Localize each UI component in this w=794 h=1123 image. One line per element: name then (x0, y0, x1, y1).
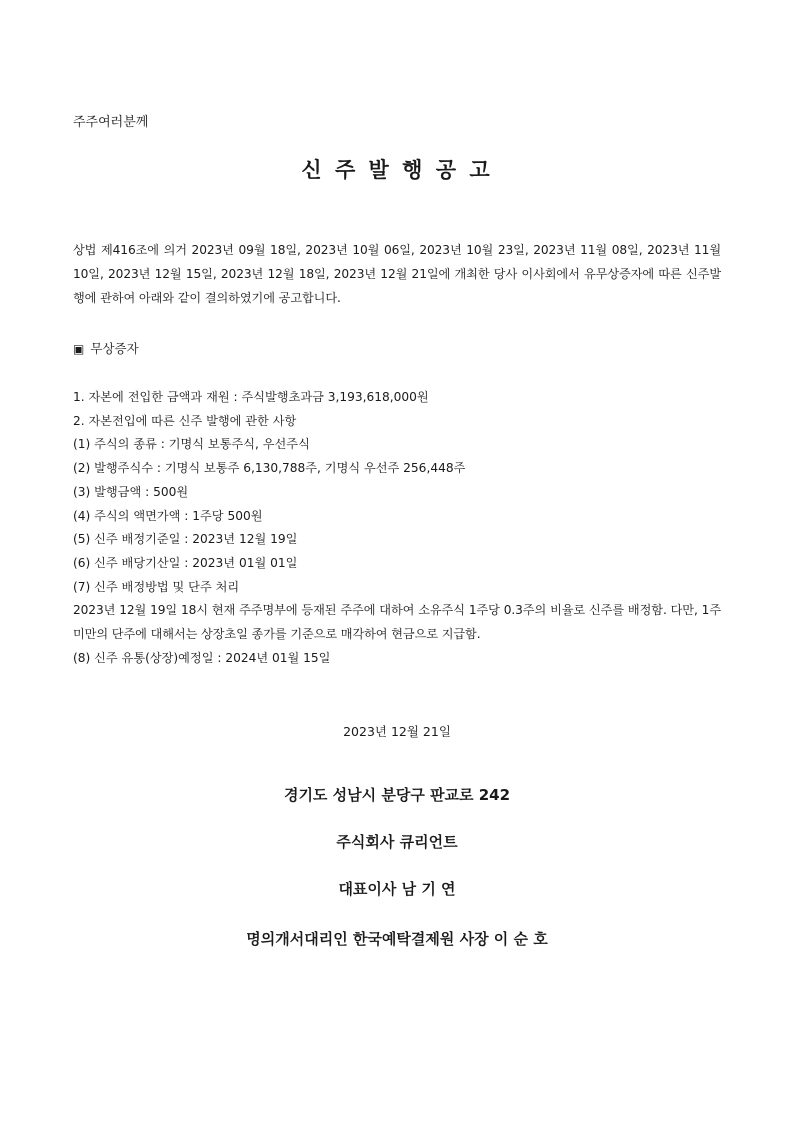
list-item: (1) 주식의 종류 : 기명식 보통주식, 우선주식 (73, 437, 310, 452)
list-item: (2) 발행주식수 : 기명식 보통주 6,130,788주, 기명식 우선주 256,448주 (73, 461, 466, 476)
company-address: 경기도 성남시 분당구 판교로 242 (283, 786, 511, 804)
list-item: (8) 신주 유통(상장)예정일 : 2024년 01월 15일 (73, 650, 331, 665)
ceo-name: 대표이사 남 기 연 (338, 880, 456, 898)
list-item: (4) 주식의 액면가액 : 1주당 500원 (73, 508, 263, 523)
page-title: 신 주 발 행 공 고 (301, 158, 493, 182)
square-bullet-icon: ▣ (73, 342, 85, 356)
intro-paragraph: 상법 제416조에 의거 2023년 09월 18일, 2023년 10월 06일, 2023년 10월 23일, 2023년 11월 08일, 2023년 11월 10일, 2023년 12월 15일, 2023년 12월 18일, 2023년 12월 21일에 개최한 당사 이사회에서 유무상증자에 따른 신주발행에 관하여 아래와 같이 결의하였기에 공고합니다. (73, 243, 721, 305)
list-item: (5) 신주 배정기준일 : 2023년 12월 19일 (73, 532, 298, 547)
company-name: 주식회사 큐리언트 (336, 833, 458, 851)
list-item: (7) 신주 배정방법 및 단주 처리 (73, 579, 240, 594)
greeting: 주주여러분께 (73, 115, 149, 130)
list-item: (3) 발행금액 : 500원 (73, 484, 189, 499)
registrar-name: 명의개서대리인 한국예탁결제원 사장 이 순 호 (246, 930, 548, 948)
list-item: (6) 신주 배당기산일 : 2023년 01월 01일 (73, 555, 298, 570)
list-item: 1. 자본에 전입한 금액과 재원 : 주식발행초과금 3,193,618,000원 (73, 390, 429, 404)
item-list (73, 386, 721, 670)
list-item: 2. 자본전입에 따른 신주 발행에 관한 사항 (73, 413, 297, 428)
allocation-paragraph: 2023년 12월 19일 18시 현재 주주명부에 등재된 주주에 대하여 소유주식 1주당 0.3주의 비율로 신주를 배정함. 다만, 1주 미만의 단주에 대해서는 상장초일 종가를 기준으로 매각하여 현금으로 지급함. (73, 603, 721, 642)
notice-date: 2023년 12월 21일 (343, 724, 451, 739)
section-heading (73, 339, 139, 357)
section-label: 무상증자 (90, 341, 139, 356)
